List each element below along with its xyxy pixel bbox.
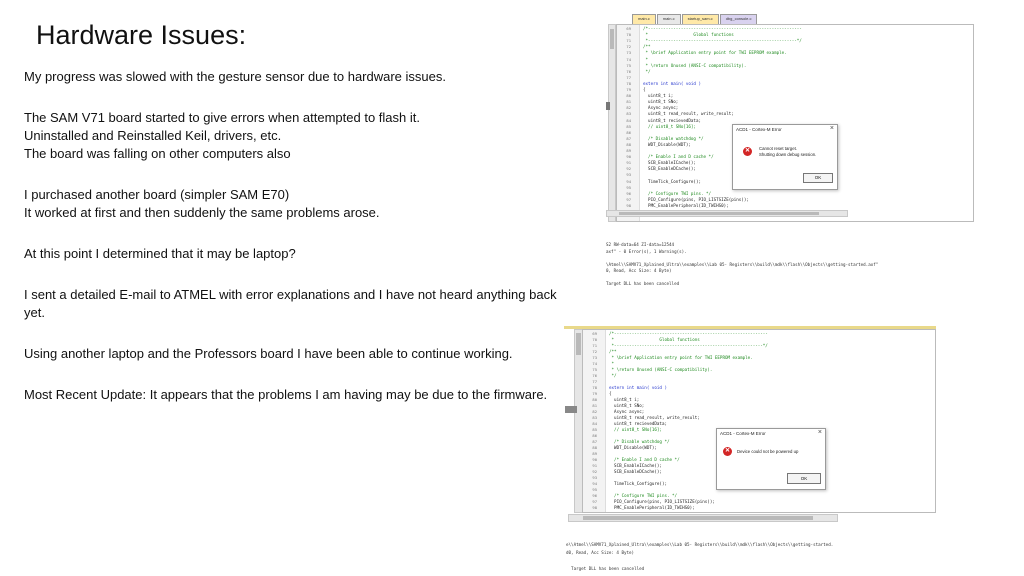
paragraph-line: I sent a detailed E-mail to ATMEL with error explanations and I have not heard anything back yet. (24, 287, 557, 320)
code-line: PMC_EnablePeripheral(ID_TWIHS0); (643, 202, 729, 208)
error-icon: ✕ (744, 148, 751, 154)
line-number: 88 (592, 445, 597, 450)
code-line: uint8_t i; (609, 397, 640, 402)
dialog-title: ACD1 - Cortex-M Error (720, 431, 766, 436)
code-line: WDT_Disable(WDT); (609, 445, 657, 450)
scrollbar-thumb[interactable] (583, 516, 813, 520)
paragraph-4 (24, 245, 564, 263)
line-number: 82 (626, 105, 631, 111)
line-number: 78 (626, 80, 631, 86)
paragraph-7 (24, 386, 564, 404)
tab-startup[interactable]: startup_sam.c (682, 14, 719, 24)
code-line: { (609, 391, 612, 396)
line-number: 93 (626, 172, 631, 178)
code-line: TimeTick_Configure(); (643, 178, 701, 184)
line-number: 93 (592, 475, 597, 480)
line-number: 69 (626, 26, 631, 31)
code-line: /* Enable I and D cache */ (643, 154, 714, 160)
code-line: * \return Unused (ANSI-C compatibility). (609, 367, 713, 372)
code-line: */ (609, 373, 617, 378)
line-number: 71 (592, 343, 597, 348)
output-line: \Atmel\\SAMV71_Xplained_Ultra\\examples\\Lab 05- Registers\\build\\mdk\\flash\\Objects\\getting-started.axf" (606, 261, 879, 267)
line-number: 97 (592, 499, 597, 504)
paragraph-line: Using another laptop and the Professors board I have been able to continue working. (24, 346, 513, 361)
code-line: /* Configure TWI pins. */ (643, 190, 712, 196)
line-number: 94 (592, 481, 597, 486)
code-line: SCB_EnableDCache(); (643, 166, 696, 172)
line-number: 96 (626, 190, 631, 196)
error-icon: ✕ (724, 448, 731, 454)
code-line: uint8_t read_result, write_result; (609, 415, 700, 420)
output-line: e\\Atmel\\SAMV71_Xplained_Ultra\\examples\\Lab 05- Registers\\build\\mdk\\flash\\Objects\\getting-started. (566, 542, 834, 547)
line-number: 75 (592, 367, 597, 372)
dialog-title: ACD1 - Cortex-M Error (736, 127, 782, 132)
line-number: 74 (626, 56, 631, 62)
paragraph-line: At this point I determined that it may be laptop? (24, 246, 296, 261)
code-line: uint8_t read_result, write_result; (643, 111, 734, 117)
slide-title: Hardware Issues: (36, 20, 247, 50)
paragraph-line: I purchased another board (simpler SAM E70) (24, 187, 290, 202)
error-dialog (732, 124, 838, 190)
code-line: TimeTick_Configure(); (609, 481, 667, 486)
line-number: 74 (592, 361, 597, 366)
line-number: 81 (592, 403, 597, 408)
line-number: 77 (626, 74, 631, 80)
code-line: *-----------------------------------------------------------*/ (643, 38, 802, 44)
line-number: 91 (626, 160, 631, 166)
line-number: 73 (626, 50, 631, 56)
line-number: 85 (626, 123, 631, 129)
line-number: 75 (626, 62, 631, 68)
scrollbar-thumb[interactable] (619, 212, 819, 215)
line-number: 86 (592, 433, 597, 438)
output-line: Target DLL has been cancelled (606, 281, 680, 286)
code-line: /*------------------------------------------------------------- (643, 26, 802, 31)
ok-button[interactable]: OK (787, 473, 821, 484)
line-number: 73 (592, 355, 597, 360)
code-line: *-----------------------------------------------------------*/ (609, 343, 768, 348)
code-line: /* Disable watchdog */ (609, 439, 670, 444)
paragraph-line: My progress was slowed with the gesture sensor due to hardware issues. (24, 69, 446, 84)
code-line: extern int main( void ) (609, 385, 667, 390)
code-line: // uint8_t SNo[16]; (643, 123, 696, 129)
line-number: 79 (626, 87, 631, 92)
line-number: 89 (626, 148, 631, 153)
line-number: 98 (626, 202, 631, 208)
code-line: PIO_Configure(pins, PIO_LISTSIZE(pins)); (609, 499, 715, 504)
code-line: { (643, 87, 646, 92)
code-line: SCB_EnableDCache(); (609, 469, 662, 474)
scrollbar-thumb[interactable] (576, 333, 581, 355)
line-number: 83 (626, 111, 631, 117)
line-number: 71 (626, 38, 631, 44)
output-line: d0, Read, Acc Size: 4 Byte) (566, 550, 635, 555)
paragraph-line: The board was falling on other computers also (24, 146, 291, 161)
paragraph-3 (24, 186, 564, 222)
paragraph-line: The SAM V71 board started to give errors when attempted to flash it. (24, 110, 420, 125)
output-line: axf" - 0 Error(s), 1 Warning(s). (606, 248, 687, 254)
line-number: 92 (626, 166, 631, 172)
dialog-message-1: Cannot reset target. (759, 146, 797, 151)
line-number: 72 (592, 349, 597, 354)
code-line: extern int main( void ) (643, 80, 701, 86)
code-line: /*------------------------------------------------------------- (609, 331, 768, 336)
code-line: /** (609, 349, 617, 354)
line-number: 78 (592, 385, 597, 390)
line-number: 70 (592, 337, 597, 342)
editor-tabs (632, 14, 757, 24)
line-number: 86 (626, 129, 631, 135)
output-line: Target DLL has been cancelled (566, 566, 645, 571)
side-marker (606, 102, 610, 110)
ok-button[interactable]: OK (803, 173, 833, 183)
line-number: 84 (592, 421, 597, 426)
code-line: WDT_Disable(WDT); (643, 141, 691, 147)
code-line: // uint8_t SNo[16]; (609, 427, 662, 432)
tab-main[interactable]: main.c (632, 14, 656, 24)
line-number: 85 (592, 427, 597, 432)
code-line: PIO_Configure(pins, PIO_LISTSIZE(pins)); (643, 196, 749, 202)
vertical-scrollbar[interactable] (608, 24, 616, 222)
code-line: Async async; (643, 105, 679, 111)
paragraph-line: It worked at first and then suddenly the same problems arose. (24, 205, 380, 220)
tab-main-2[interactable]: main.c (657, 14, 681, 24)
horizontal-scrollbar[interactable] (606, 210, 848, 217)
code-line: * \brief Application entry point for TWI EEPROM example. (643, 50, 787, 56)
code-line: uint8_t SNo; (643, 99, 679, 105)
line-number: 88 (626, 141, 631, 147)
code-line: * Global functions (609, 337, 700, 342)
line-number: 83 (592, 415, 597, 420)
output-line: 0, Read, Acc Size: 4 Byte) (606, 268, 672, 273)
paragraph-1 (24, 68, 564, 86)
line-number: 87 (626, 135, 631, 141)
code-line: * (643, 56, 649, 62)
line-number: 81 (626, 99, 631, 105)
scrollbar-thumb[interactable] (610, 29, 614, 49)
code-line: /* Configure TWI pins. */ (609, 493, 678, 498)
line-number: 94 (626, 178, 631, 184)
line-number: 92 (592, 469, 597, 474)
code-line: */ (643, 68, 651, 74)
output-line: S2 RW-data=64 ZI-data=12544 (606, 242, 675, 247)
code-line: Async async; (609, 409, 645, 414)
code-line: * (609, 361, 615, 366)
paragraph-6 (24, 345, 564, 363)
code-line: * \brief Application entry point for TWI EEPROM example. (609, 355, 753, 360)
line-number: 70 (626, 32, 631, 38)
line-number: 80 (626, 93, 631, 99)
line-number: 90 (592, 457, 597, 462)
error-dialog (716, 428, 826, 490)
line-number: 89 (592, 451, 597, 456)
close-icon[interactable]: × (829, 125, 834, 132)
code-line: uint8_t recievedData; (609, 421, 667, 426)
paragraph-5 (24, 286, 564, 322)
line-number: 95 (626, 184, 631, 190)
paragraph-2 (24, 109, 564, 163)
horizontal-scrollbar[interactable] (568, 514, 838, 522)
line-number: 95 (592, 487, 597, 492)
code-line: SCB_EnableICache(); (609, 463, 662, 468)
code-editor[interactable] (616, 24, 974, 222)
line-number: 69 (592, 331, 597, 336)
paragraph-line: Most Recent Update: It appears that the problems I am having may be due to the firmware. (24, 387, 548, 402)
line-number: 82 (592, 409, 597, 414)
line-number: 91 (592, 463, 597, 468)
code-line: * Global functions (643, 32, 734, 38)
code-line: SCB_EnableICache(); (643, 160, 696, 166)
paragraph-line: Uninstalled and Reinstalled Keil, drivers, etc. (24, 128, 282, 143)
code-line: uint8_t recievedData; (643, 117, 701, 123)
code-line: uint8_t i; (643, 93, 674, 99)
line-number: 84 (626, 117, 631, 123)
line-number: 87 (592, 439, 597, 444)
line-number: 72 (626, 44, 631, 50)
ide-screenshot-2 (564, 326, 936, 576)
code-line: * \return Unused (ANSI-C compatibility). (643, 62, 747, 68)
close-icon[interactable]: × (817, 429, 822, 436)
line-number: 80 (592, 397, 597, 402)
dialog-message-1: Device could not be powered up (737, 449, 799, 454)
code-line: /* Disable watchdog */ (643, 135, 704, 141)
side-marker (565, 406, 577, 413)
line-number: 76 (626, 68, 631, 74)
line-number: 79 (592, 391, 597, 396)
line-number: 98 (592, 505, 597, 510)
tab-dbg-console[interactable]: dbg_console.c (720, 14, 758, 24)
code-line: /* Enable I and D cache */ (609, 457, 680, 462)
code-line: PMC_EnablePeripheral(ID_TWIHS0); (609, 505, 695, 510)
line-number: 96 (592, 493, 597, 498)
code-line: /** (643, 44, 651, 50)
line-number: 90 (626, 154, 631, 160)
ide-screenshot-1 (604, 14, 974, 292)
line-number: 77 (592, 379, 597, 384)
line-number: 97 (626, 196, 631, 202)
code-line: uint8_t SNo; (609, 403, 645, 408)
dialog-message-2: Shutting down debug session. (759, 152, 817, 157)
line-number: 76 (592, 373, 597, 378)
